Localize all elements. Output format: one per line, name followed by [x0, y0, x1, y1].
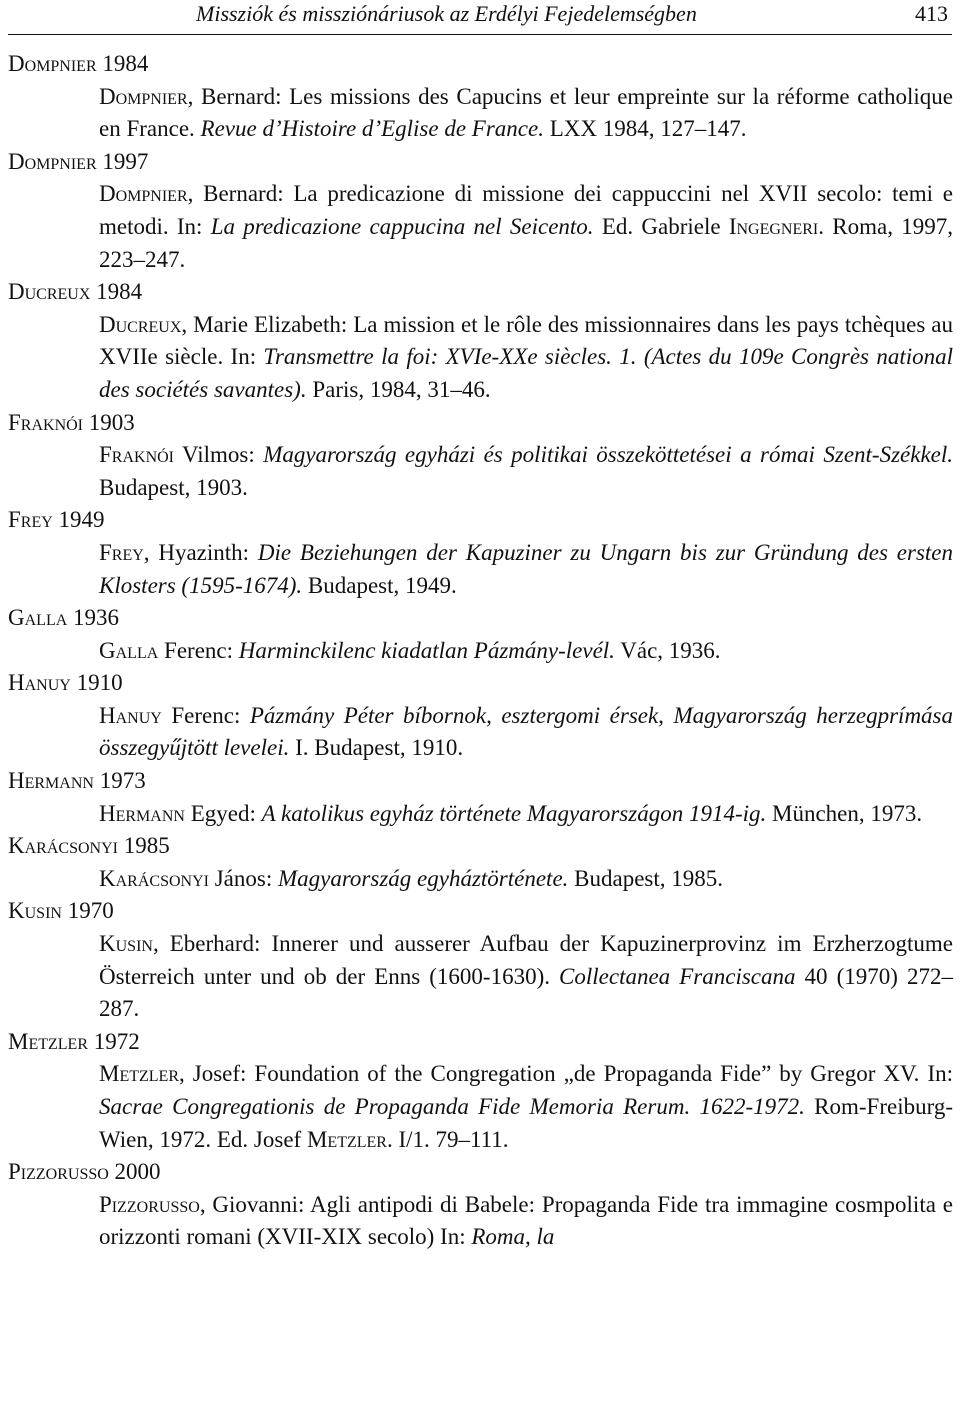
author-name: Karácsonyi	[99, 865, 209, 891]
reference-text: Egyed:	[184, 800, 262, 826]
author-name: Galla	[99, 637, 159, 663]
reference-text: Ferenc:	[158, 637, 239, 663]
reference-text: , Hyazinth:	[143, 539, 258, 565]
entry-key: Frey 1949	[8, 507, 105, 533]
entry-key: Fraknói 1903	[8, 409, 135, 435]
running-header	[0, 0, 960, 30]
entry-key: Dompnier 1997	[8, 148, 149, 174]
reference-text: , Bernard: La predicazione di missione dei cappuccini nel XVII secolo: temi e metodi. In:	[99, 181, 953, 239]
title-italic: A katolikus egyház története Magyarországon 1914-ig.	[261, 800, 767, 826]
bibliography-entry	[0, 1026, 960, 1156]
entry-key: Ducreux 1984	[8, 279, 143, 305]
reference-text: 40 (1970) 272–287.	[99, 963, 953, 1022]
entry-reference	[0, 439, 960, 504]
entry-key: Galla 1936	[8, 605, 120, 631]
author-name: Dompnier	[99, 181, 188, 207]
title-italic: Die Beziehungen der Kapuziner zu Ungarn bis zur Gründung des ersten Klosters (1595-1674).	[99, 539, 953, 598]
author-name: Fraknói	[99, 442, 175, 468]
bibliography-entry	[0, 276, 960, 406]
bibliography-entry	[0, 504, 960, 602]
reference-text: Vilmos:	[174, 442, 264, 468]
title-italic: Sacrae Congregationis de Propaganda Fide Memoria Rerum. 1622-1972.	[99, 1094, 805, 1119]
entry-reference	[0, 798, 960, 831]
reference-text: Budapest, 1949.	[302, 572, 457, 598]
bibliography-entry	[0, 407, 960, 505]
entry-key: Karácsonyi 1985	[8, 833, 170, 859]
entry-key: Hermann 1973	[8, 768, 146, 794]
title-italic: La predicazione cappucina nel Seicento.	[210, 213, 594, 239]
reference-text: I. Budapest, 1910.	[289, 735, 464, 761]
bibliography-entry	[0, 1156, 960, 1254]
entry-key: Dompnier 1984	[8, 51, 149, 76]
author-name: Metzler	[99, 1061, 179, 1087]
entry-reference	[0, 635, 960, 668]
title-italic: Revue d’Histoire d’Eglise de France.	[200, 116, 544, 142]
entry-reference	[0, 178, 960, 276]
title-italic: Harminckilenc kiadatlan Pázmány-levél.	[238, 637, 615, 663]
reference-text: Rom-Freiburg-Wien, 1972. Ed. Josef	[99, 1094, 954, 1152]
title-italic: Roma, la	[471, 1224, 555, 1250]
page-number: 413	[915, 1, 948, 26]
bibliography-entry	[0, 146, 960, 276]
reference-text: Ferenc:	[161, 702, 250, 728]
bibliography-entry	[0, 48, 960, 146]
bibliography-entry	[0, 830, 960, 895]
reference-text: , Eberhard: Innerer und ausserer Aufbau der Kapuzinerprovinz im Erzherzogtume Österreich unter und ob der Enns (1600-1630).	[99, 931, 953, 989]
entry-key: Pizzorusso 2000	[8, 1159, 161, 1185]
reference-text: , Giovanni: Agli antipodi di Babele: Propaganda Fide tra immagine cosmpolita e orizzonti romani (XVII-XIX secolo) In:	[99, 1191, 953, 1250]
bibliography-entry	[0, 667, 960, 765]
reference-text: , Marie Elizabeth: La mission et le rôle des missionnaires dans les pays tchèques au XVIIe siècle. In:	[99, 311, 953, 370]
author-name: Metzler	[306, 1126, 387, 1152]
title-italic: Transmettre la foi: XVIe-XXe siècles. 1. (Actes du 109e Congrès national des sociétés savantes).	[99, 344, 953, 402]
running-title: Missziók és missziónáriusok az Erdélyi Fejedelemségben	[196, 1, 697, 26]
reference-text: Paris, 1984, 31–46.	[306, 376, 491, 402]
reference-text: München, 1973.	[766, 800, 923, 826]
entry-reference	[0, 81, 960, 146]
reference-text: , Josef: Foundation of the Congregation „de Propaganda Fide” by Gregor XV. In:	[179, 1061, 953, 1087]
reference-text: , Bernard: Les missions des Capucins et leur empreinte sur la réforme catholique en France.	[99, 83, 953, 142]
author-name: Dompnier	[99, 83, 188, 109]
entry-reference	[0, 309, 960, 407]
title-italic: Collectanea Franciscana	[559, 963, 796, 989]
reference-text: Ed. Gabriele	[593, 213, 729, 239]
author-name: Pizzorusso	[99, 1191, 200, 1217]
entry-reference	[0, 863, 960, 896]
reference-text: Budapest, 1903.	[99, 474, 248, 500]
title-italic: Pázmány Péter bíbornok, esztergomi érsek, Magyarország herzegprímása összegyűjtött levelei.	[99, 702, 954, 761]
reference-text: . Roma, 1997, 223–247.	[99, 213, 953, 272]
header-rule	[8, 34, 952, 35]
entry-key: Hanuy 1910	[8, 670, 123, 696]
entry-reference	[0, 928, 960, 1026]
reference-text: LXX 1984, 127–147.	[543, 116, 747, 142]
bibliography-entry	[0, 765, 960, 830]
reference-text: Vác, 1936.	[614, 637, 721, 663]
author-name: Hermann	[99, 800, 185, 826]
entry-key: Metzler 1972	[8, 1028, 140, 1054]
reference-text: Budapest, 1985.	[568, 865, 724, 891]
author-name: Ducreux	[99, 311, 182, 337]
reference-text: János:	[208, 865, 278, 891]
entry-reference	[0, 700, 960, 765]
bibliography-entry	[0, 602, 960, 667]
author-name: Kusin	[99, 931, 153, 957]
entry-reference	[0, 537, 960, 602]
title-italic: Magyarország egyházi és politikai összeköttetései a római Szent-Székkel.	[263, 442, 953, 468]
bibliography-list	[0, 48, 960, 1254]
author-name: Ingegneri	[728, 213, 819, 239]
bibliography-entry	[0, 895, 960, 1025]
entry-reference	[0, 1058, 960, 1156]
title-italic: Magyarország egyháztörténete.	[277, 865, 569, 891]
entry-key: Kusin 1970	[8, 898, 114, 924]
reference-text: . I/1. 79–111.	[386, 1126, 509, 1152]
author-name: Frey	[99, 539, 144, 565]
author-name: Hanuy	[99, 702, 162, 728]
entry-reference	[0, 1189, 960, 1254]
